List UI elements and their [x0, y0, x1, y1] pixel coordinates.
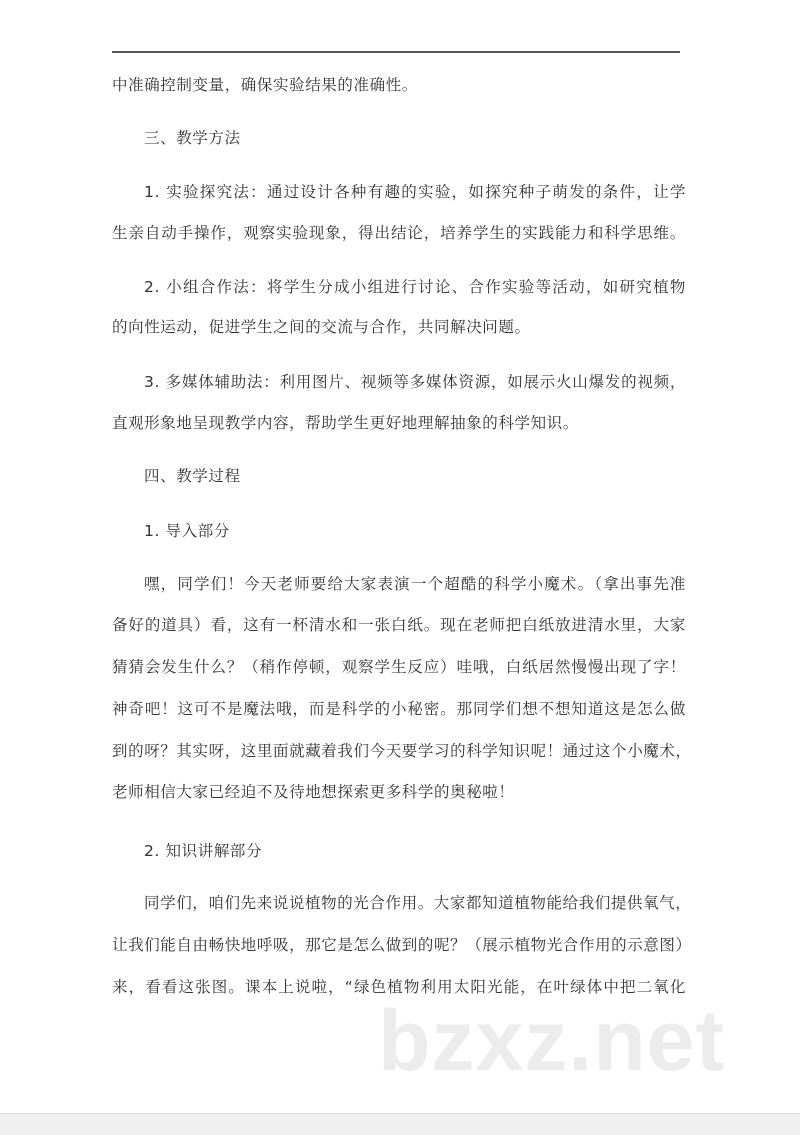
- paragraph-line: 直观形象地呈现教学内容，帮助学生更好地理解抽象的科学知识。: [112, 414, 579, 432]
- paragraph-line: 的向性运动，促进学生之间的交流与合作，共同解决问题。: [112, 318, 531, 336]
- paragraph-line: 同学们，咱们先来说说植物的光合作用。大家都知道植物能给我们提供氧气，: [144, 894, 692, 912]
- paragraph-line: 1. 实验探究法：通过设计各种有趣的实验，如探究种子萌发的条件，让学: [144, 183, 686, 201]
- paragraph-line: 嘿，同学们！今天老师要给大家表演一个超酷的科学小魔术。（拿出事先准: [144, 575, 686, 593]
- header-rule: [112, 51, 680, 53]
- subsection-heading: 2. 知识讲解部分: [144, 842, 263, 860]
- page-bottom-edge: [0, 1113, 800, 1135]
- paragraph-line: 生亲自动手操作，观察实验现象，得出结论，培养学生的实践能力和科学思维。: [112, 224, 686, 242]
- paragraph-line: 到的呀？其实呀，这里面就藏着我们今天要学习的科学知识呢！通过这个小魔术，: [112, 742, 692, 760]
- paragraph-line: 来，看看这张图。课本上说啦，“绿色植物利用太阳光能，在叶绿体中把二氧化: [112, 978, 686, 996]
- paragraph-line: 3. 多媒体辅助法：利用图片、视频等多媒体资源，如展示火山爆发的视频，: [144, 373, 686, 391]
- section-heading: 四、教学过程: [144, 467, 241, 485]
- subsection-heading: 1. 导入部分: [144, 522, 230, 540]
- paragraph-line: 备好的道具）看，这有一杯清水和一张白纸。现在老师把白纸放进清水里，大家: [112, 616, 686, 634]
- paragraph-line: 猜猜会发生什么？（稍作停顿，观察学生反应）哇哦，白纸居然慢慢出现了字！: [112, 658, 686, 676]
- paragraph-line: 2. 小组合作法：将学生分成小组进行讨论、合作实验等活动，如研究植物: [144, 278, 686, 296]
- paragraph-line: 中准确控制变量，确保实验结果的准确性。: [112, 76, 418, 94]
- watermark: bzxz.net: [378, 993, 726, 1089]
- paragraph-line: 神奇吧！这可不是魔法哦，而是科学的小秘密。那同学们想不想知道这是怎么做: [112, 700, 686, 718]
- paragraph-line: 老师相信大家已经迫不及待地想探索更多科学的奥秘啦！: [112, 783, 515, 801]
- paragraph-line: 让我们能自由畅快地呼吸，那它是怎么做到的呢？（展示植物光合作用的示意图）: [112, 936, 692, 954]
- section-heading: 三、教学方法: [144, 129, 241, 147]
